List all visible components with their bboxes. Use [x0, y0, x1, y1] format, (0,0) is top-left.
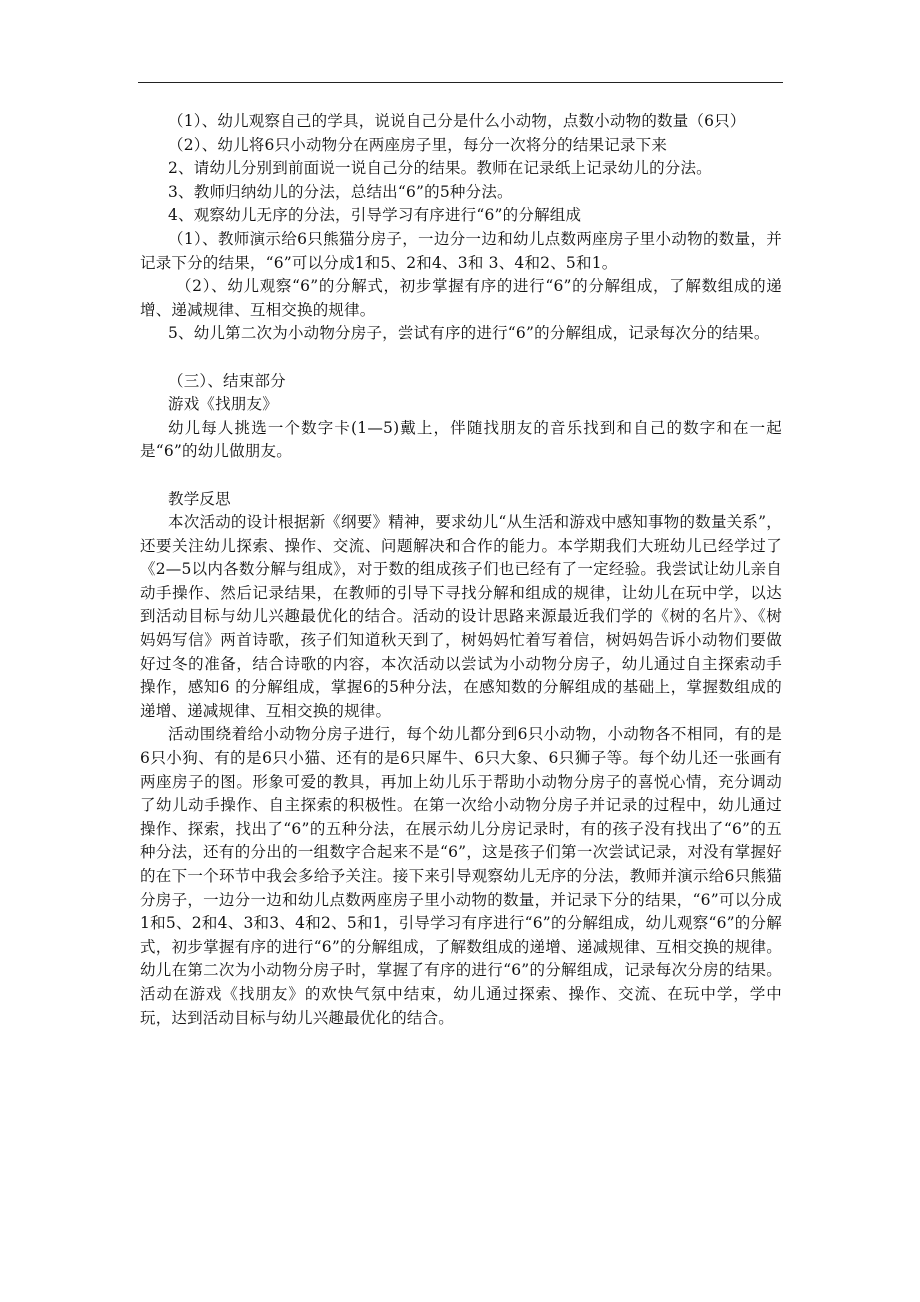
reflection-paragraph: 本次活动的设计根据新《纲要》精神，要求幼儿“从生活和游戏中感知事物的数量关系”，还要关注幼儿探索、操作、交流、问题解决和合作的能力。本学期我们大班幼儿已经学过了《2—5以内各数分解与组成》，对于数的组成孩子们也已经有了一定经验。我尝试让幼儿亲自动手操作、然后记录结果，在教师的引导下寻找分解和组成的规律，让幼儿在玩中学，以达到活动目标与幼儿兴趣最优化的结合。活动的设计思路来源最近我们学的《树的名片》、《树妈妈写信》两首诗歌，孩子们知道秋天到了，树妈妈忙着写着信，树妈妈告诉小动物们要做好过冬的准备，结合诗歌的内容，本次活动以尝试为小动物分房子，幼儿通过自主探索动手操作，感知6 的分解组成，掌握6的5种分法，在感知数的分解组成的基础上，掌握数组成的递增、递减规律、互相交换的规律。	[140, 513, 782, 720]
step-4: 4、观察幼儿无序的分法，引导学习有序进行“6”的分解组成	[168, 206, 582, 225]
step-3: 3、教师归纳幼儿的分法，总结出“6”的5种分法。	[168, 182, 513, 201]
step-4-1: （1）、教师演示给6只熊猫分房子，一边分一边和幼儿点数两座房子里小动物的数量，并记录下分的结果，“6”可以分成1和5、2和4、3和 3、4和2、5和1。	[140, 229, 782, 272]
header-rule	[138, 82, 783, 83]
reflection-heading: 教学反思	[168, 489, 231, 508]
step-1-1: （1）、幼儿观察自己的学具，说说自己分是什么小动物，点数小动物的数量（6只）	[168, 112, 746, 130]
reflection-paragraph: 活动围绕着给小动物分房子进行，每个幼儿都分到6只小动物，小动物各不相同，有的是6只小狗、有的是6只小猫、还有的是6只犀牛、6只大象、6只狮子等。每个幼儿还一张画有两座房子的图。形象可爱的教具，再加上幼儿乐于帮助小动物分房子的喜悦心情，充分调动了幼儿动手操作、自主探索的积极性。在第一次给小动物分房子并记录的过程中，幼儿通过操作、探索，找出了“6”的五种分法，在展示幼儿分房记录时，有的孩子没有找出了“6”的五种分法，还有的分出的一组数字合起来不是“6”，这是孩子们第一次尝试记录，对没有掌握好的在下一个环节中我会多给予关注。接下来引导观察幼儿无序的分法，教师并演示给6只熊猫分房子，一边分一边和幼儿点数两座房子里小动物的数量，并记录下分的结果，“6”可以分成1和5、2和4、3和3、4和2、5和1，引导学习有序进行“6”的分解组成，幼儿观察“6”的分解式，初步掌握有序的进行“6”的分解组成，了解数组成的递增、递减规律、互相交换的规律。幼儿在第二次为小动物分房子时，掌握了有序的进行“6”的分解组成，记录每次分房的结果。活动在游戏《找朋友》的欢快气氛中结束，幼儿通过探索、操作、交流、在玩中学，学中玩，达到活动目标与幼儿兴趣最优化的结合。	[140, 725, 782, 1027]
spacer	[140, 346, 782, 370]
game-description: 幼儿每人挑选一个数字卡(1—5)戴上，伴随找朋友的音乐找到和自己的数字和在一起是“6”的幼儿做朋友。	[140, 418, 782, 461]
spacer	[140, 464, 782, 488]
step-4-2: （2）、幼儿观察“6”的分解式，初步掌握有序的进行“6”的分解组成，了解数组成的递增、递减规律、互相交换的规律。	[140, 277, 782, 319]
ending-heading: （三）、结束部分	[168, 371, 286, 390]
document-body	[140, 110, 782, 1030]
step-5: 5、幼儿第二次为小动物分房子，尝试有序的进行“6”的分解组成，记录每次分的结果。	[168, 324, 770, 343]
step-1-2: （2）、幼儿将6只小动物分在两座房子里，每分一次将分的结果记录下来	[168, 135, 668, 154]
game-title: 游戏《找朋友》	[168, 395, 278, 414]
step-2: 2、请幼儿分别到前面说一说自己分的结果。教师在记录纸上记录幼儿的分法。	[168, 159, 712, 178]
